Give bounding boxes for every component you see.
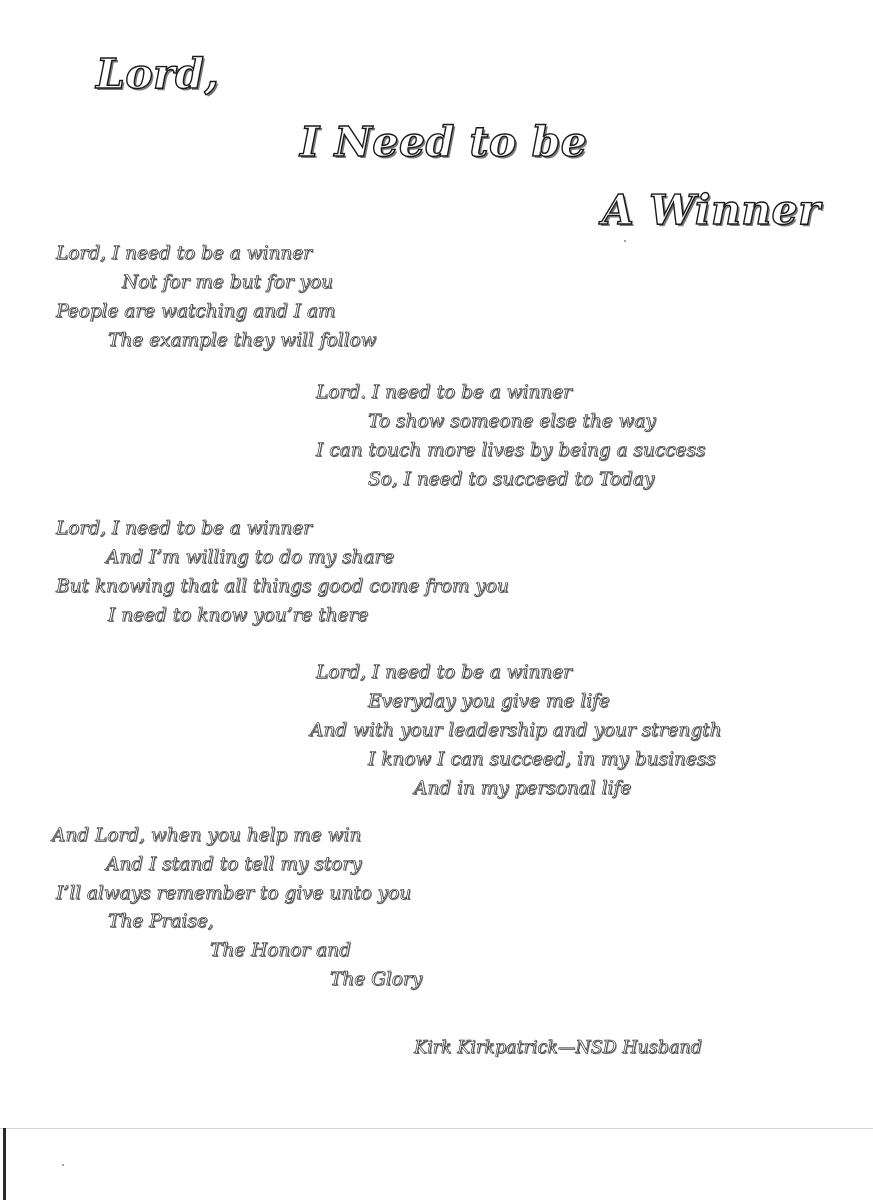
stanza-line: I’ll always remember to give unto you [56, 883, 412, 904]
stanza-line: And Lord, when you help me win [52, 825, 362, 846]
stanza-line: The Honor and [210, 940, 351, 961]
stanza-line: Lord, I need to be a winner [316, 662, 573, 683]
author-signature: Kirk Kirkpatrick—NSD Husband [414, 1038, 702, 1058]
stanza-line: And in my personal life [414, 778, 632, 799]
stanza-line: And I stand to tell my story [106, 854, 362, 875]
page-bottom-edge [0, 1128, 873, 1129]
stanza-line: And with your leadership and your strength [310, 720, 722, 741]
stanza-line: People are watching and I am [56, 301, 336, 322]
stanza-line: The example they will follow [108, 330, 377, 351]
poem-title-line-2: I Need to be [300, 118, 588, 166]
stanza-line: But knowing that all things good come from you [56, 576, 509, 597]
stanza-line: To show someone else the way [368, 411, 656, 432]
poem-title-line-3: A Winner [602, 186, 821, 234]
stanza-line: The Glory [330, 969, 423, 990]
scan-speck [62, 1164, 64, 1166]
stanza-line: I know I can succeed, in my business [368, 749, 716, 770]
poem-title-line-1: Lord, [96, 50, 220, 98]
scan-speck [624, 240, 626, 242]
stanza-line: Not for me but for you [122, 272, 334, 293]
scan-edge-mark [3, 1128, 6, 1200]
stanza-line: Lord. I need to be a winner [316, 382, 573, 403]
stanza-line: And I’m willing to do my share [106, 547, 395, 568]
stanza-line: Everyday you give me life [368, 691, 610, 712]
stanza-line: Lord, I need to be a winner [56, 518, 313, 539]
stanza-line: I can touch more lives by being a success [316, 440, 706, 461]
stanza-line: Lord, I need to be a winner [56, 243, 313, 264]
stanza-line: So, I need to succeed to Today [368, 469, 655, 490]
stanza-line: The Praise, [108, 911, 214, 932]
stanza-line: I need to know you’re there [108, 605, 369, 626]
